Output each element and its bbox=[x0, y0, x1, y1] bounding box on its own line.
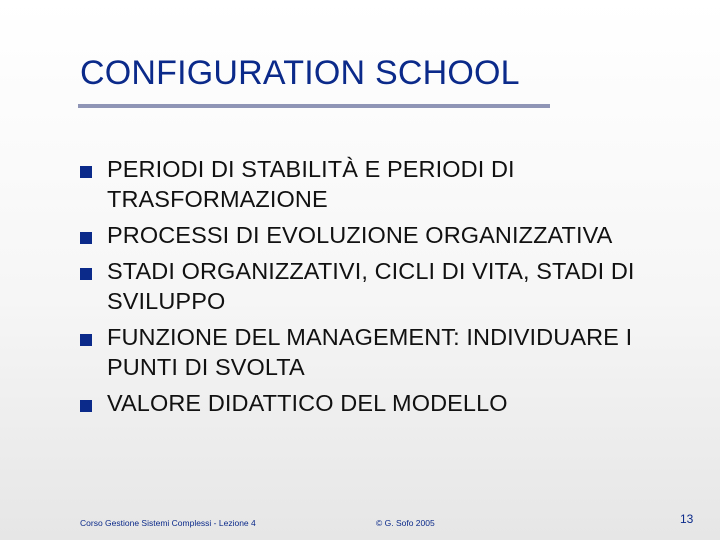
bullet-item bbox=[80, 388, 700, 418]
bullet-item bbox=[80, 256, 700, 316]
page-number: 13 bbox=[680, 512, 694, 526]
bullet-text: PROCESSI DI EVOLUZIONE ORGANIZZATIVA bbox=[107, 222, 613, 248]
footer-copyright: © G. Sofo 2005 bbox=[376, 518, 435, 528]
title-underline bbox=[78, 104, 550, 108]
bullet-list bbox=[80, 154, 700, 424]
slide-title: CONFIGURATION SCHOOL bbox=[80, 54, 520, 92]
square-bullet-icon bbox=[80, 268, 92, 280]
bullet-text: FUNZIONE DEL MANAGEMENT: INDIVIDUARE I PUNTI DI SVOLTA bbox=[107, 324, 633, 380]
bullet-text: STADI ORGANIZZATIVI, CICLI DI VITA, STADI DI SVILUPPO bbox=[107, 258, 635, 314]
bullet-item bbox=[80, 322, 700, 382]
square-bullet-icon bbox=[80, 334, 92, 346]
bullet-text: VALORE DIDATTICO DEL MODELLO bbox=[107, 390, 508, 416]
square-bullet-icon bbox=[80, 232, 92, 244]
square-bullet-icon bbox=[80, 166, 92, 178]
square-bullet-icon bbox=[80, 400, 92, 412]
bullet-text: PERIODI DI STABILITÀ E PERIODI DI TRASFORMAZIONE bbox=[107, 156, 515, 212]
footer-course-label: Corso Gestione Sistemi Complessi - Lezione 4 bbox=[80, 518, 256, 528]
bullet-item bbox=[80, 154, 700, 214]
bullet-item bbox=[80, 220, 700, 250]
